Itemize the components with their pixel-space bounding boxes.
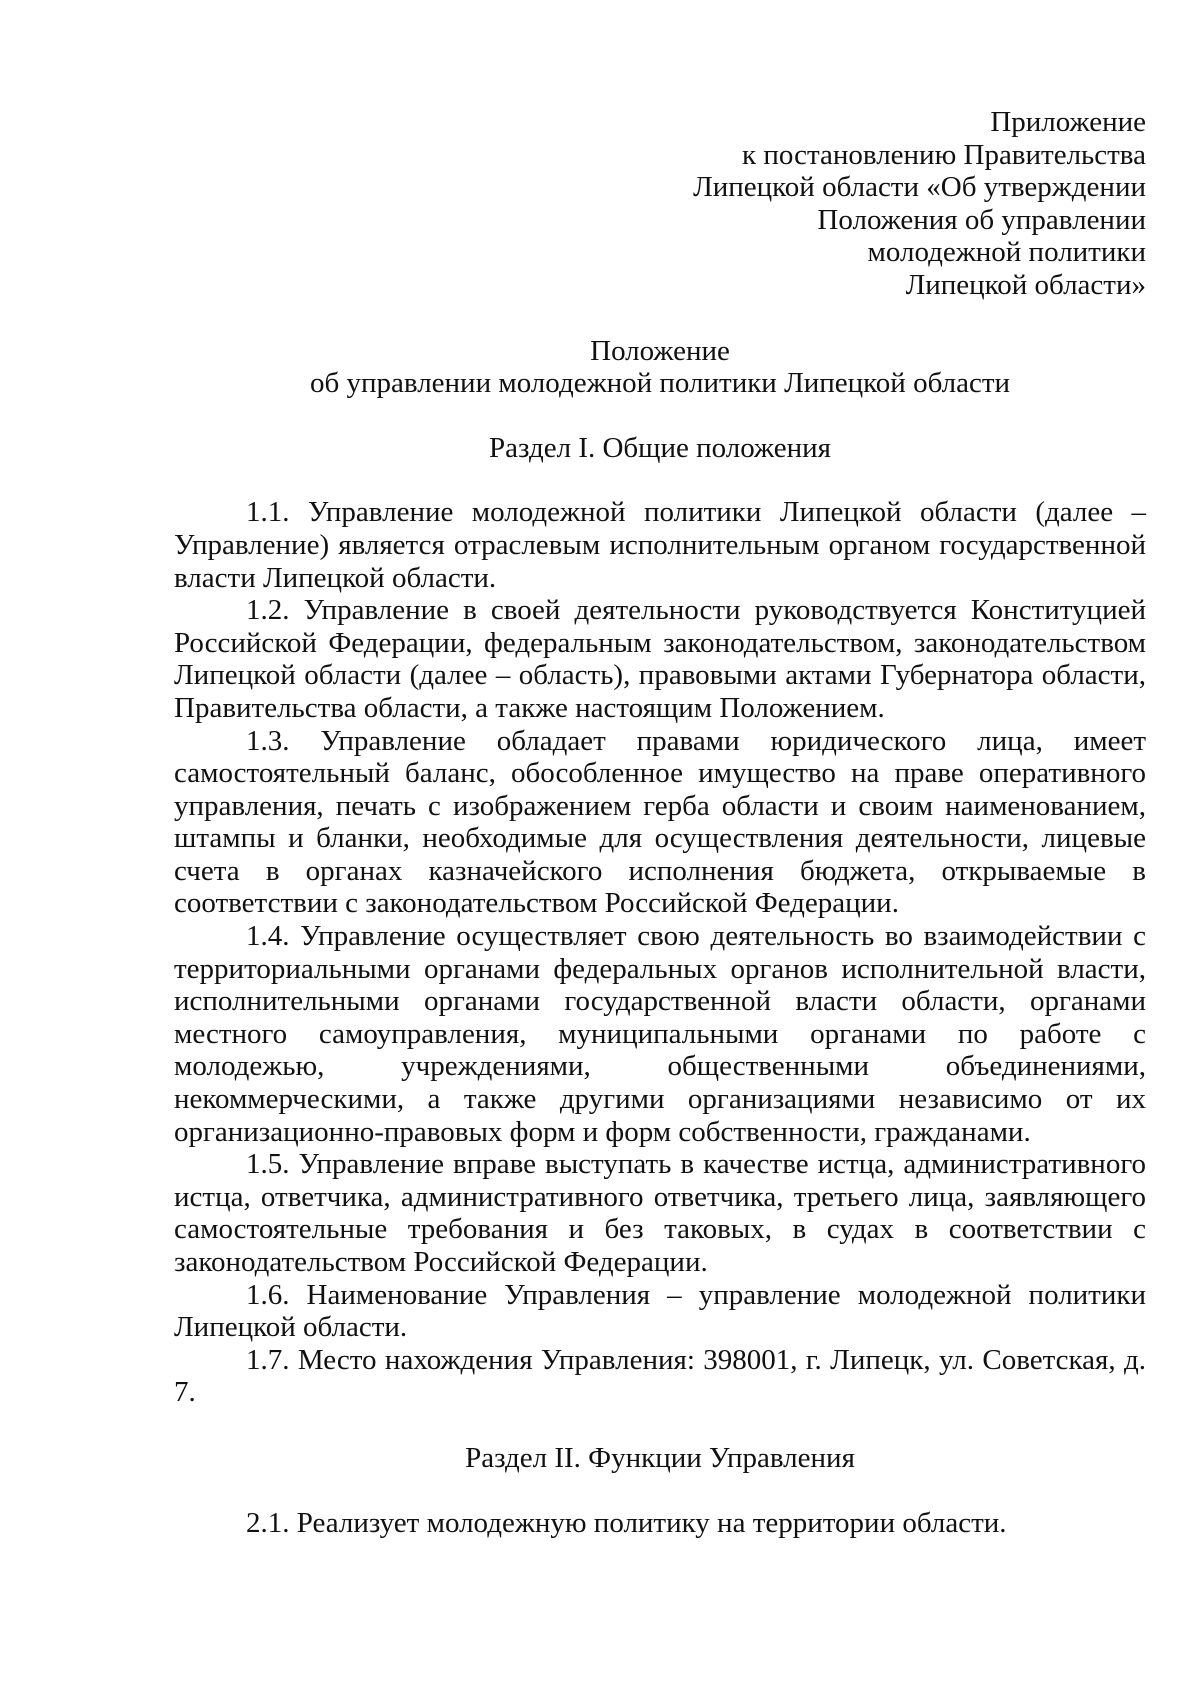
paragraph-1-7: 1.7. Место нахождения Управления: 398001, г. Липецк, ул. Советская, д. 7. xyxy=(174,1343,1146,1409)
appendix-line: Приложение xyxy=(990,106,1146,138)
document-title xyxy=(174,335,1146,400)
appendix-line: Липецкой области «Об утверждении xyxy=(693,171,1146,204)
section-1-body xyxy=(174,496,1146,1409)
paragraph-1-6: 1.6. Наименование Управления – управление молодежной политики Липецкой области. xyxy=(174,1278,1146,1344)
appendix-line: молодежной политики xyxy=(867,236,1146,269)
paragraph-1-3: 1.3. Управление обладает правами юридического лица, имеет самостоятельный баланс, обособленное имущество на праве оперативного управления, печать с изображением герба области и своим наименованием, штампы и бланки, необходимые для осуществления деятельности, лицевые счета в органах казначейского исполнения бюджета, открываемые в соответствии с законодательством Российской Федерации. xyxy=(174,724,1146,920)
paragraph-1-2: 1.2. Управление в своей деятельности руководствуется Конституцией Российской Федерации, федеральным законодательством, законодательством Липецкой области (далее – область), правовыми актами Губернатора области, Правительства области, а также настоящим Положением. xyxy=(174,594,1146,724)
appendix-block xyxy=(174,106,1146,302)
paragraph-1-5: 1.5. Управление вправе выступать в качестве истца, административного истца, ответчика, административного ответчика, третьего лица, заявляющего самостоятельные требования и без таковых, в судах в соответствии с законодательством Российской Федерации. xyxy=(174,1148,1146,1278)
paragraph-2-1: 2.1. Реализует молодежную политику на территории области. xyxy=(246,1506,1007,1539)
appendix-line: к постановлению Правительства xyxy=(742,138,1146,171)
document-content xyxy=(174,106,1146,1568)
paragraph-1-4: 1.4. Управление осуществляет свою деятельность во взаимодействии с территориальными органами федеральных органов исполнительной власти, исполнительными органами государственной власти области, органами местного самоуправления, муниципальными органами по работе с молодежью, учреждениями, общественными объединениями, некоммерческими, а также другими организациями независимо от их организационно-правовых форм и форм собственности, гражданами. xyxy=(174,920,1146,1148)
appendix-line: Положения об управлении xyxy=(817,203,1146,236)
section-heading-2: Раздел II. Функции Управления xyxy=(465,1441,855,1474)
document-title-line: Положение xyxy=(590,334,730,367)
paragraph-1-1: 1.1. Управление молодежной политики Липецкой области (далее – Управление) является отраслевым исполнительным органом государственной власти Липецкой области. xyxy=(174,496,1146,594)
document-title-line: об управлении молодежной политики Липецкой области xyxy=(309,367,1011,400)
section-heading-1: Раздел I. Общие положения xyxy=(489,431,831,464)
appendix-line: Липецкой области» xyxy=(905,268,1146,301)
